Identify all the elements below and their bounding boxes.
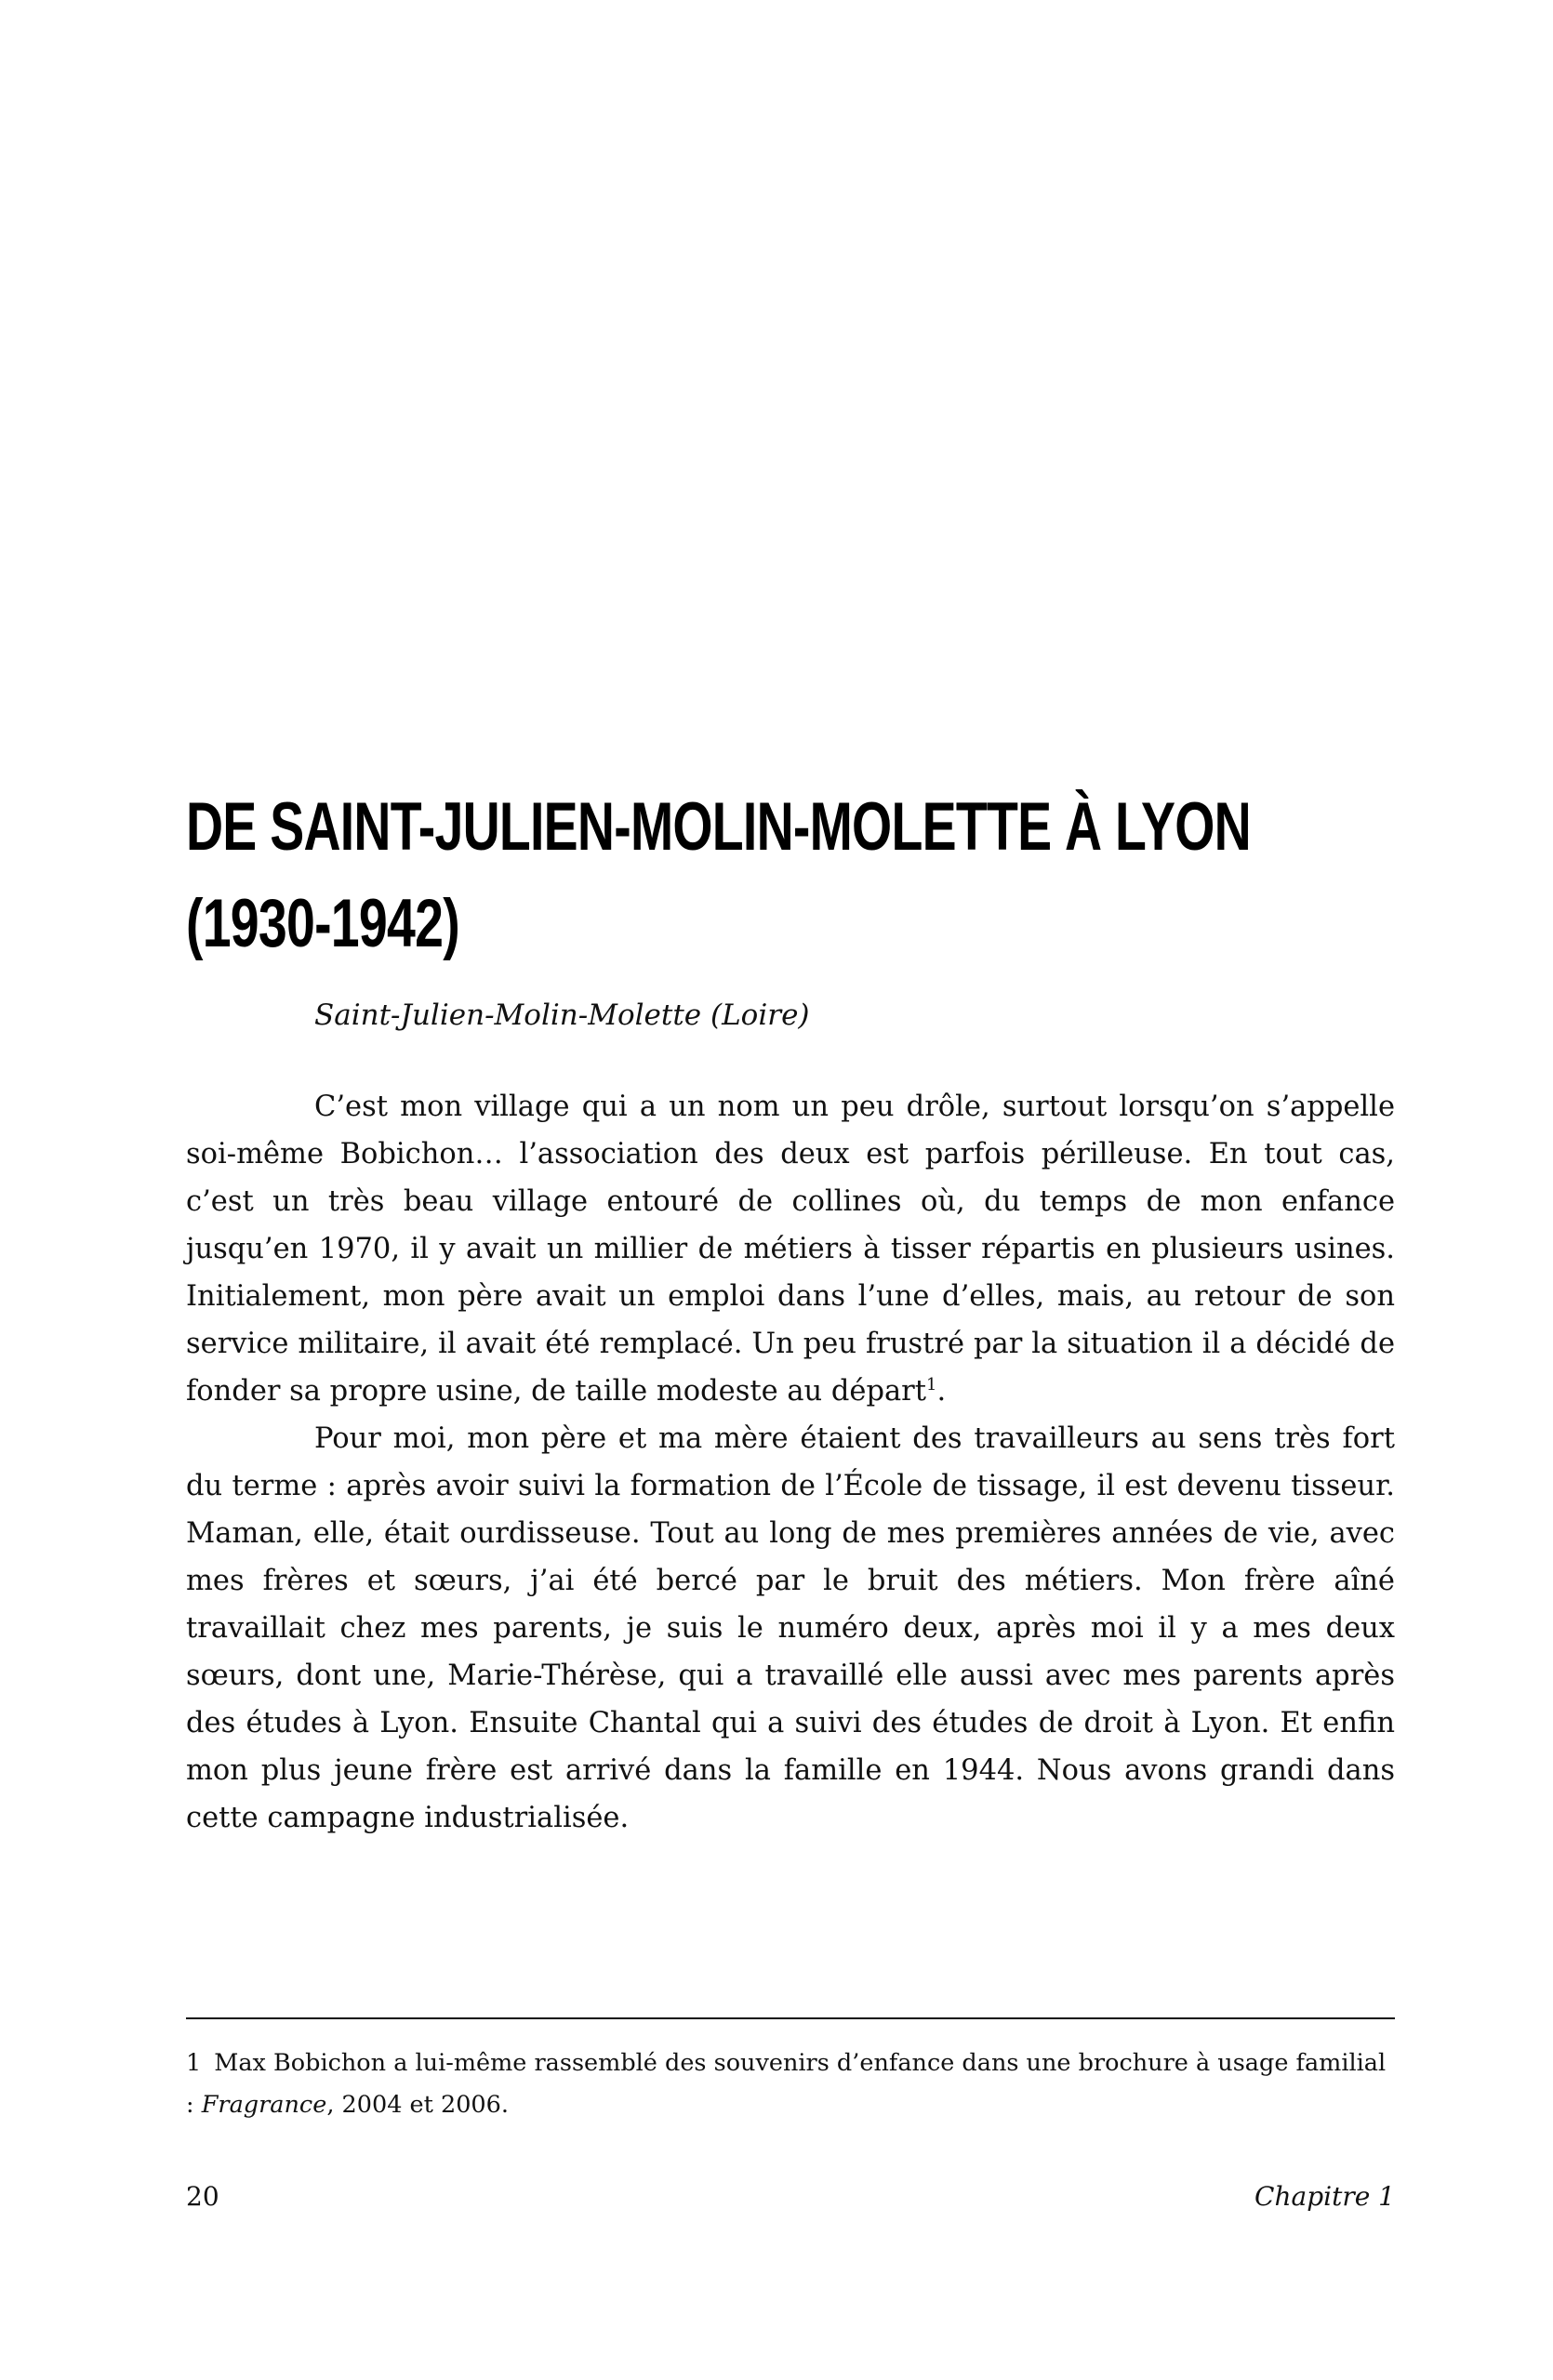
chapter-title-line-1: DE SAINT-JULIEN-MOLIN-MOLETTE À LYON bbox=[186, 789, 1251, 865]
body-text bbox=[186, 1083, 1395, 1842]
footnote-number: 1 bbox=[186, 2049, 202, 2077]
chapter-title bbox=[186, 779, 1251, 972]
page-number: 20 bbox=[186, 2181, 219, 2212]
paragraph-2: Pour moi, mon père et ma mère étaient des travailleurs au sens très fort du terme : après avoir suivi la formation de l’École de tissage, il est devenu tisseur. Maman, elle, était ourdisseuse. Tout au long de mes premières années de vie, avec mes frères et sœurs, j’ai été bercé par le bruit des métiers. Mon frère aîné travaillait chez mes parents, je suis le numéro deux, après moi il y a mes deux sœurs, dont une, Marie-Thérèse, qui a travaillé elle aussi avec mes parents après des études à Lyon. Ensuite Chantal qui a suivi des études de droit à Lyon. Et enfin mon plus jeune frère est arrivé dans la famille en 1944. Nous avons grandi dans cette campagne industrialisée. bbox=[186, 1422, 1395, 1834]
footnote bbox=[186, 2043, 1395, 2126]
footnote-divider bbox=[186, 2017, 1395, 2019]
chapter-title-line-2: (1930-1942) bbox=[186, 886, 459, 961]
paragraph-1-text: C’est mon village qui a un nom un peu drôle, surtout lorsqu’on s’appelle soi-même Bobichon… l’association des deux est parfois périlleuse. En tout cas, c’est un très beau village entouré de collines où, du temps de mon enfance jusqu’en 1970, il y avait un millier de métiers à tisser répartis en plusieurs usines. Initialement, mon père avait un emploi dans l’une d’elles, mais, au retour de son service militaire, il avait été remplacé. Un peu frustré par la situation il a décidé de fonder sa propre usine, de taille modeste au départ bbox=[186, 1091, 1395, 1408]
paragraph-1 bbox=[186, 1083, 1395, 1415]
chapter-label: Chapitre 1 bbox=[1254, 2181, 1395, 2212]
section-subtitle: Saint-Julien-Molin-Molette (Loire) bbox=[314, 998, 810, 1032]
footnote-text-end: , 2004 et 2006. bbox=[326, 2091, 509, 2119]
footnote-reference: 1 bbox=[926, 1374, 937, 1395]
paragraph-1-end: . bbox=[936, 1375, 947, 1408]
footnote-text: Max Bobichon a lui-même rassemblé des souvenirs d’enfance dans une brochure à usage familial : bbox=[186, 2049, 1387, 2119]
footnote-title: Fragrance bbox=[201, 2091, 327, 2119]
